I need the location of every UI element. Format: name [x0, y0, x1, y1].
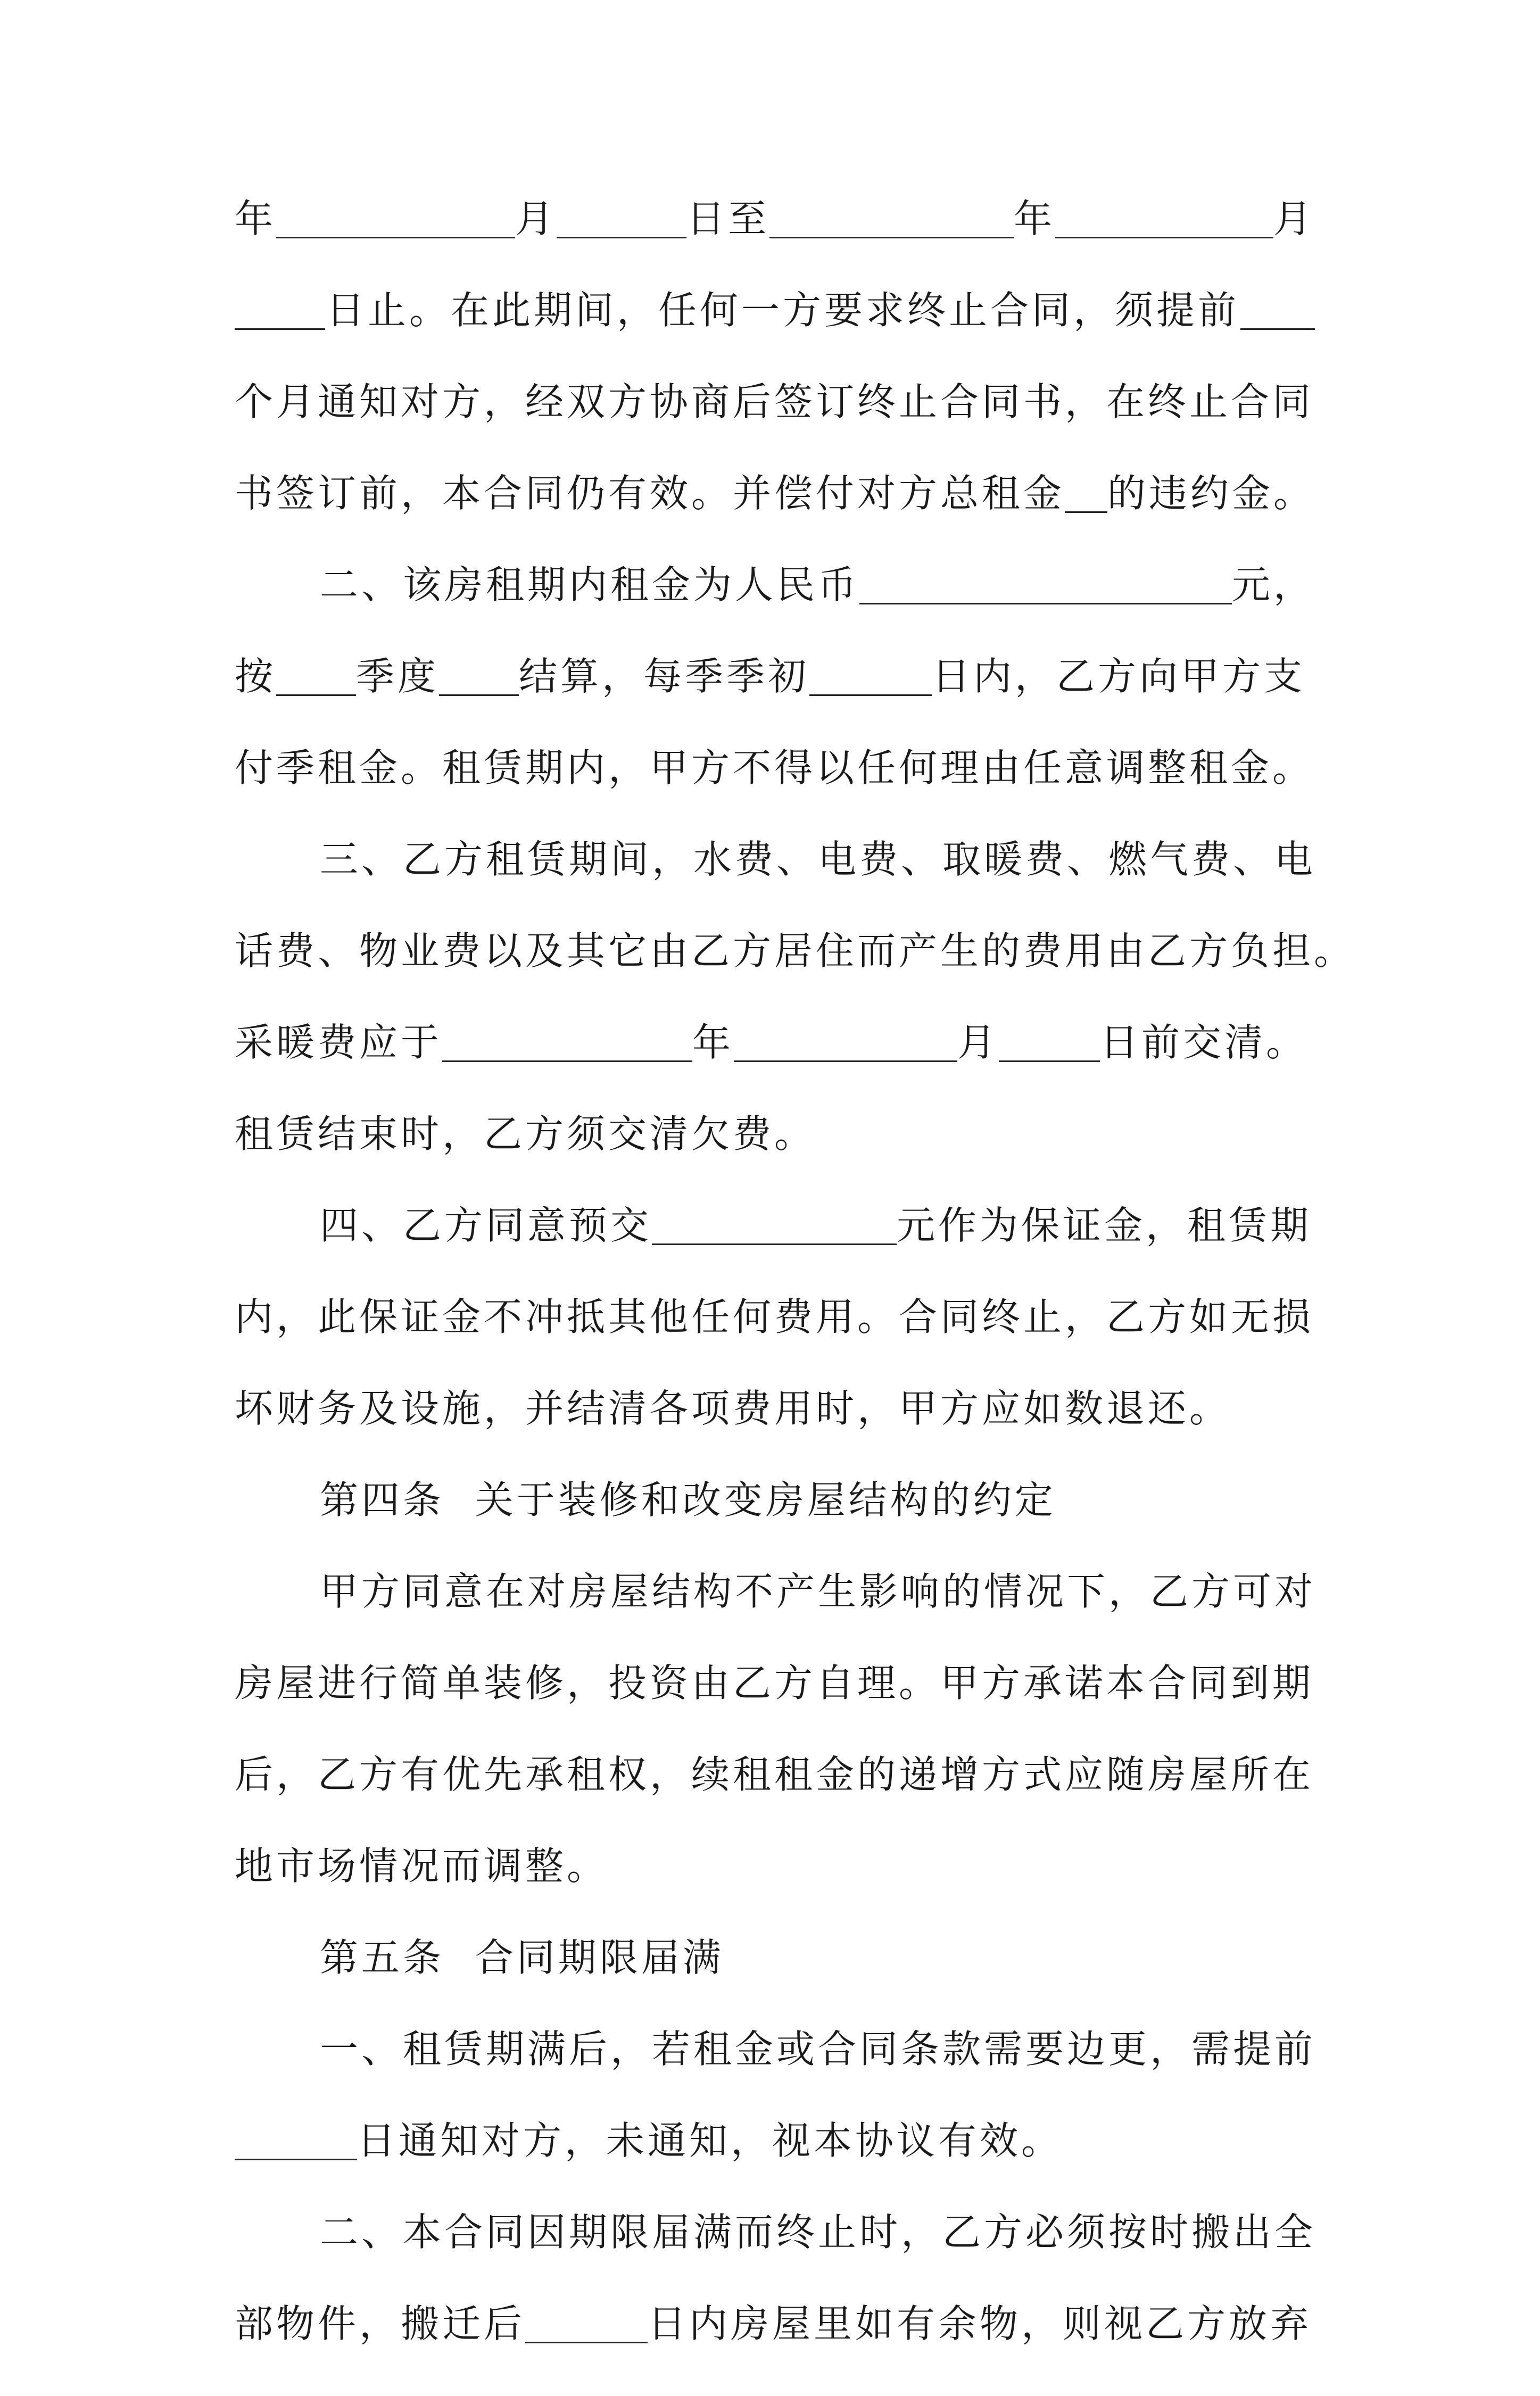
- text-segment: 房屋进行简单装修，投资由乙方自理。甲方承诺本合同到期: [235, 1661, 1314, 1705]
- text-segment: 内，此保证金不冲抵其他任何费用。合同终止，乙方如无损: [235, 1295, 1314, 1339]
- text-segment: 四、乙方同意预交: [320, 1203, 652, 1248]
- fill-in-blank: [734, 1023, 957, 1062]
- text-segment: 二、该房租期内租金为人民币: [320, 562, 860, 607]
- text-segment: 的违约金。: [1107, 471, 1315, 516]
- text-line: [235, 1020, 1315, 1115]
- fill-in-blank: [525, 2304, 648, 2343]
- text-segment: 付季租金。租赁期内，甲方不得以任何理由任意调整租金。: [235, 745, 1314, 790]
- text-segment: 话费、物业费以及其它由乙方居住而产生的费用由乙方负担。: [235, 928, 1356, 973]
- text-segment: 书签订前，本合同仍有效。并偿付对方总租金: [235, 471, 1065, 516]
- fill-in-blank: [809, 657, 932, 696]
- text-line: [235, 196, 1315, 291]
- text-segment: 年: [1013, 196, 1055, 241]
- text-line: [235, 837, 1317, 932]
- fill-in-blank: [276, 657, 356, 696]
- text-line: [235, 1569, 1317, 1664]
- text-line: [235, 745, 1315, 840]
- text-line: [235, 2210, 1317, 2304]
- text-segment: 采暖费应于: [235, 1020, 443, 1065]
- text-segment: 日前交清。: [1100, 1020, 1308, 1065]
- text-segment: 坏财务及设施，并结清各项费用时，甲方应如数退还。: [235, 1386, 1231, 1431]
- fill-in-blank: [439, 657, 519, 696]
- text-segment: 三、乙方租赁期间，水费、电费、取暖费、燃气费、电: [320, 837, 1317, 882]
- text-segment: 季度: [356, 654, 440, 699]
- text-line: [235, 1661, 1315, 1755]
- text-segment: 月: [957, 1020, 999, 1065]
- fill-in-blank: [652, 1206, 897, 1245]
- text-segment: 日内房屋里如有余物，则视乙方放弃: [648, 2301, 1312, 2346]
- text-segment: 地市场情况而调整。: [235, 1844, 609, 1888]
- fill-in-blank: [1055, 200, 1273, 238]
- section-heading: [235, 1935, 1315, 2030]
- text-segment: 二、本合同因期限届满而终止时，乙方必须按时搬出全: [320, 2210, 1317, 2254]
- text-line: [235, 471, 1315, 566]
- text-segment: 日通知对方，未通知，视本协议有效。: [357, 2118, 1063, 2163]
- text-line: [235, 2027, 1317, 2121]
- fill-in-blank: [442, 1023, 692, 1062]
- text-line: [235, 928, 1356, 1023]
- section-heading: [235, 1478, 1315, 1572]
- text-segment: 日至: [686, 196, 770, 241]
- fill-in-blank: [769, 200, 1014, 238]
- text-segment: 月: [515, 196, 557, 241]
- text-segment: 个月通知对方，经双方协商后签订终止合同书，在终止合同: [235, 379, 1314, 424]
- text-line: [235, 2301, 1315, 2396]
- text-line: [235, 288, 1315, 383]
- text-segment: 日内，乙方向甲方支: [932, 654, 1306, 699]
- text-segment: 一、租赁期满后，若租金或合同条款需要边更，需提前: [320, 2027, 1317, 2071]
- text-segment: 元作为保证金，租赁期: [897, 1203, 1312, 1248]
- text-segment: 日止。在此期间，任何一方要求终止合同，须提前: [326, 288, 1239, 333]
- text-segment: 月: [1273, 196, 1315, 241]
- text-line: [235, 379, 1315, 474]
- fill-in-blank: [1240, 291, 1315, 330]
- fill-in-blank: [1065, 474, 1107, 513]
- text-segment: 第四条 关于装修和改变房屋结构的约定: [320, 1478, 1056, 1522]
- fill-in-blank: [859, 566, 1232, 604]
- text-line: [235, 1386, 1315, 1481]
- fill-in-blank: [999, 1023, 1100, 1062]
- fill-in-blank: [557, 200, 686, 238]
- fill-in-blank: [235, 2121, 357, 2160]
- fill-in-blank: [276, 200, 515, 238]
- document-body: [235, 196, 1356, 2396]
- text-segment: 部物件，搬迁后: [235, 2301, 526, 2346]
- text-line: [235, 1203, 1315, 1298]
- text-line: [235, 2118, 1315, 2213]
- text-line: [235, 1112, 1315, 1206]
- text-segment: 后，乙方有优先承租权，续租租金的递增方式应随房屋所在: [235, 1752, 1314, 1797]
- text-line: [235, 1752, 1315, 1847]
- text-line: [235, 1295, 1315, 1389]
- text-segment: 年: [235, 196, 277, 241]
- text-segment: 第五条 合同期限届满: [320, 1935, 724, 1980]
- text-segment: 按: [235, 654, 277, 699]
- text-segment: 元，: [1231, 562, 1315, 607]
- text-line: [235, 654, 1315, 749]
- text-segment: 甲方同意在对房屋结构不产生影响的情况下，乙方可对: [320, 1569, 1317, 1614]
- text-segment: 结算，每季季初: [519, 654, 810, 699]
- text-segment: 租赁结束时，乙方须交清欠费。: [235, 1112, 816, 1156]
- text-line: [235, 562, 1315, 657]
- text-line: [235, 1844, 1315, 1938]
- fill-in-blank: [235, 291, 325, 330]
- text-segment: 年: [692, 1020, 734, 1065]
